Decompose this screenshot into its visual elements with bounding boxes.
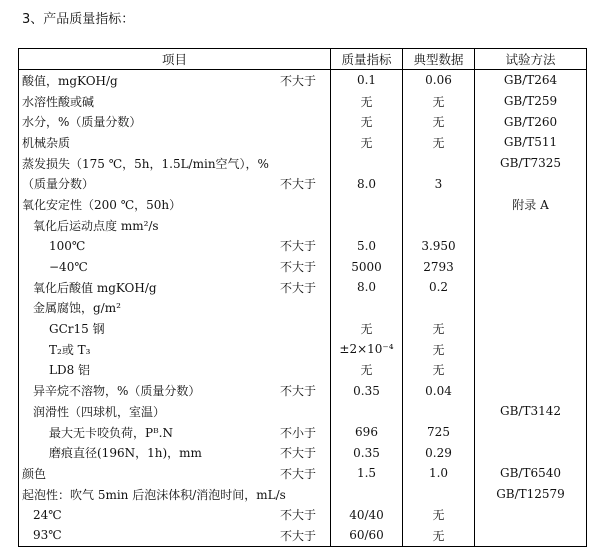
test-method: GB/T259 xyxy=(475,91,587,112)
table-row xyxy=(19,339,587,360)
typical-value: 2793 xyxy=(403,256,475,277)
column-header-typical: 典型数据 xyxy=(403,49,475,70)
typical-value xyxy=(403,401,475,422)
item-label: 颜色 xyxy=(22,466,47,481)
table-row xyxy=(19,91,587,112)
test-method xyxy=(475,422,587,443)
table-row xyxy=(19,173,587,194)
test-method xyxy=(475,173,587,194)
typical-value xyxy=(403,194,475,215)
section-heading: 3、产品质量指标： xyxy=(22,12,135,27)
test-method: GB/T511 xyxy=(475,132,587,153)
test-method: GB/T3142 xyxy=(475,401,587,422)
typical-value: 0.2 xyxy=(403,277,475,298)
typical-value: 无 xyxy=(403,525,475,546)
table-row xyxy=(19,215,587,236)
item-label: 金属腐蚀，g/m² xyxy=(33,301,121,316)
item-cell xyxy=(19,256,331,277)
column-header-item: 项目 xyxy=(19,49,331,70)
spec-value: 1.5 xyxy=(331,463,403,484)
item-cell xyxy=(19,380,331,401)
test-method xyxy=(475,442,587,463)
spec-value: 无 xyxy=(331,132,403,153)
test-method xyxy=(475,256,587,277)
typical-value: 0.06 xyxy=(403,70,475,91)
table-row xyxy=(19,256,587,277)
typical-value: 0.29 xyxy=(403,442,475,463)
test-method: GB/T6540 xyxy=(475,463,587,484)
item-cell xyxy=(19,484,331,505)
item-cell xyxy=(19,339,331,360)
table-row xyxy=(19,463,587,484)
table-row xyxy=(19,318,587,339)
condition-label: 不大于 xyxy=(280,239,317,254)
item-cell xyxy=(19,318,331,339)
table-row xyxy=(19,111,587,132)
test-method: GB/T260 xyxy=(475,111,587,132)
table-row xyxy=(19,484,587,505)
item-cell xyxy=(19,401,331,422)
spec-value: ±2×10⁻⁴ xyxy=(331,339,403,360)
item-cell xyxy=(19,153,331,174)
condition-label: 不大于 xyxy=(280,446,317,461)
test-method xyxy=(475,504,587,525)
item-cell xyxy=(19,194,331,215)
condition-label: 不大于 xyxy=(280,73,317,88)
item-cell xyxy=(19,298,331,319)
spec-value: 8.0 xyxy=(331,277,403,298)
spec-value: 无 xyxy=(331,91,403,112)
column-header-spec: 质量指标 xyxy=(331,49,403,70)
item-label: T₂或 T₃ xyxy=(49,342,91,357)
typical-value: 3.950 xyxy=(403,236,475,257)
test-method xyxy=(475,215,587,236)
typical-value: 无 xyxy=(403,132,475,153)
item-label: 起泡性：吹气 5min 后泡沫体积/消泡时间，mL/s xyxy=(22,487,286,502)
typical-value: 3 xyxy=(403,173,475,194)
typical-value xyxy=(403,215,475,236)
typical-value: 1.0 xyxy=(403,463,475,484)
item-cell xyxy=(19,215,331,236)
spec-value xyxy=(331,215,403,236)
item-cell xyxy=(19,236,331,257)
spec-value: 0.35 xyxy=(331,442,403,463)
spec-value: 696 xyxy=(331,422,403,443)
item-label: 24℃ xyxy=(33,507,62,522)
table-row xyxy=(19,132,587,153)
test-method xyxy=(475,277,587,298)
item-label: LD8 铝 xyxy=(49,363,91,378)
item-label: 氧化安定性（200 ℃，50h） xyxy=(22,197,182,212)
spec-value: 5000 xyxy=(331,256,403,277)
item-cell xyxy=(19,173,331,194)
typical-value: 无 xyxy=(403,111,475,132)
item-label: GCr15 钢 xyxy=(49,322,105,337)
item-label: 机械杂质 xyxy=(22,135,71,150)
table-row xyxy=(19,194,587,215)
item-cell xyxy=(19,91,331,112)
item-label: 润滑性（四球机，室温） xyxy=(33,404,166,419)
condition-label: 不大于 xyxy=(280,384,317,399)
item-label: 93℃ xyxy=(33,528,62,543)
item-cell xyxy=(19,463,331,484)
table-row xyxy=(19,401,587,422)
test-method xyxy=(475,339,587,360)
spec-value: 60/60 xyxy=(331,525,403,546)
test-method: GB/T264 xyxy=(475,70,587,91)
test-method xyxy=(475,525,587,546)
condition-label: 不大于 xyxy=(280,528,317,543)
spec-value xyxy=(331,298,403,319)
spec-value: 无 xyxy=(331,360,403,381)
spec-value: 40/40 xyxy=(331,504,403,525)
condition-label: 不大于 xyxy=(280,466,317,481)
spec-value: 无 xyxy=(331,318,403,339)
typical-value: 无 xyxy=(403,360,475,381)
condition-label: 不大于 xyxy=(280,280,317,295)
test-method xyxy=(475,318,587,339)
spec-value: 0.35 xyxy=(331,380,403,401)
typical-value: 无 xyxy=(403,318,475,339)
item-label: 水溶性酸或碱 xyxy=(22,94,95,109)
table-row xyxy=(19,422,587,443)
spec-value xyxy=(331,194,403,215)
condition-label: 不大于 xyxy=(280,508,317,523)
spec-value xyxy=(331,484,403,505)
column-header-method: 试验方法 xyxy=(475,49,587,70)
typical-value: 725 xyxy=(403,422,475,443)
spec-value xyxy=(331,153,403,174)
condition-label: 不大于 xyxy=(280,260,317,275)
typical-value: 无 xyxy=(403,91,475,112)
typical-value xyxy=(403,484,475,505)
spec-value: 8.0 xyxy=(331,173,403,194)
table-row xyxy=(19,236,587,257)
item-cell xyxy=(19,360,331,381)
table-row xyxy=(19,153,587,174)
item-label: 酸值，mgKOH/g xyxy=(22,73,118,88)
item-cell xyxy=(19,422,331,443)
table-row xyxy=(19,525,587,546)
table-row xyxy=(19,360,587,381)
item-cell xyxy=(19,442,331,463)
typical-value: 无 xyxy=(403,339,475,360)
table-row xyxy=(19,277,587,298)
table-header-row xyxy=(19,49,587,70)
typical-value xyxy=(403,153,475,174)
spec-value: 无 xyxy=(331,111,403,132)
item-label: 氧化后运动点度 mm²/s xyxy=(33,218,159,233)
condition-label: 不大于 xyxy=(280,177,317,192)
table-row xyxy=(19,70,587,91)
item-label: 100℃ xyxy=(49,238,86,253)
item-cell xyxy=(19,504,331,525)
item-label: 异辛烷不溶物，%（质量分数） xyxy=(33,384,201,399)
test-method xyxy=(475,298,587,319)
item-label: 磨痕直径(196N，1h)，mm xyxy=(49,446,202,461)
test-method xyxy=(475,360,587,381)
item-cell xyxy=(19,525,331,546)
spec-value: 5.0 xyxy=(331,236,403,257)
table-row xyxy=(19,442,587,463)
typical-value: 0.04 xyxy=(403,380,475,401)
test-method xyxy=(475,236,587,257)
test-method: GB/T7325 xyxy=(475,153,587,174)
typical-value xyxy=(403,298,475,319)
item-cell xyxy=(19,111,331,132)
item-label: 水分，%（质量分数） xyxy=(22,115,142,130)
item-label: −40℃ xyxy=(49,259,88,274)
table-row xyxy=(19,380,587,401)
item-label: 最大无卡咬负荷，Pᴮ.N xyxy=(49,425,173,440)
item-cell xyxy=(19,70,331,91)
quality-spec-table xyxy=(18,48,587,547)
item-label: 蒸发损失（175 ℃，5h，1.5L/min空气），% xyxy=(22,156,269,171)
typical-value: 无 xyxy=(403,504,475,525)
item-cell xyxy=(19,132,331,153)
item-cell xyxy=(19,277,331,298)
table-row xyxy=(19,504,587,525)
table-row xyxy=(19,298,587,319)
test-method: GB/T12579 xyxy=(475,484,587,505)
test-method xyxy=(475,380,587,401)
spec-value: 0.1 xyxy=(331,70,403,91)
condition-label: 不小于 xyxy=(280,425,317,440)
spec-value xyxy=(331,401,403,422)
item-label: 氧化后酸值 mgKOH/g xyxy=(33,280,157,295)
test-method: 附录 A xyxy=(475,194,587,215)
item-label: （质量分数） xyxy=(22,177,95,192)
